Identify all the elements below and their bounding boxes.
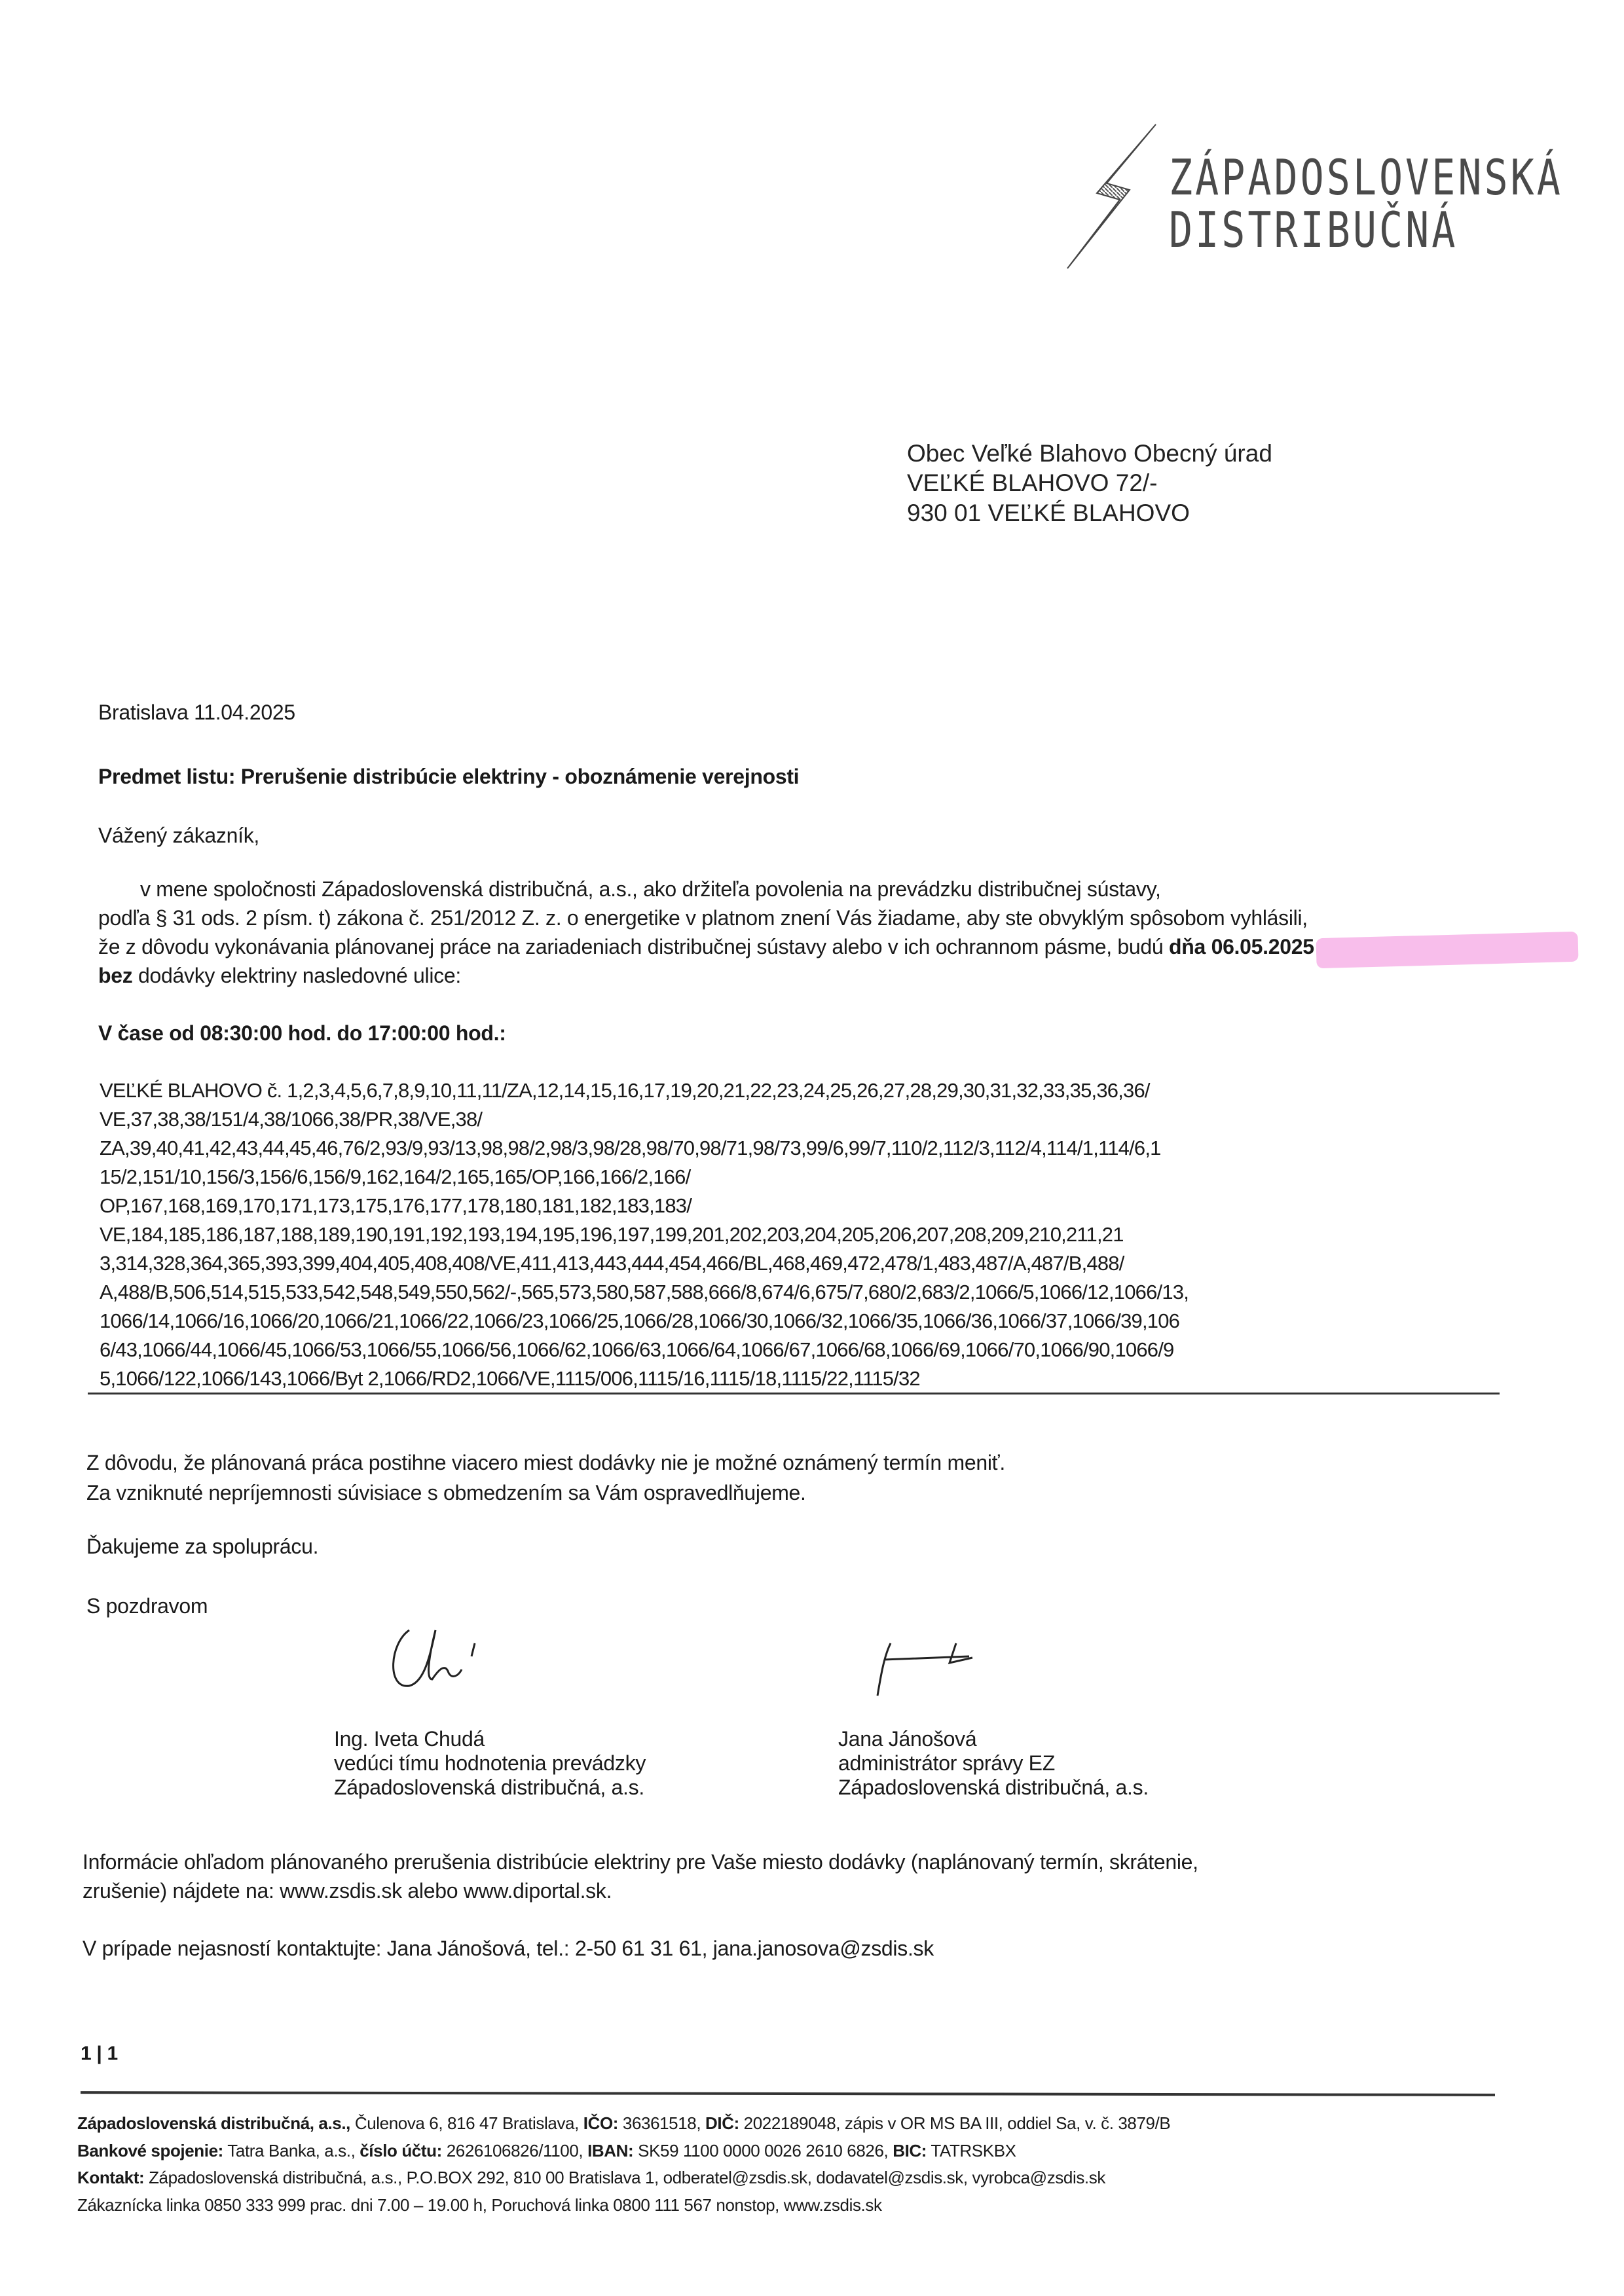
contact-line: V prípade nejasností kontaktujte: Jana Jánošová, tel.: 2-50 61 31 61, jana.janosova@zsdis.sk	[83, 1937, 934, 1960]
footer-line2	[77, 2141, 1016, 2161]
paragraph-text: dodávky elektriny nasledovné ulice:	[132, 964, 461, 987]
footer-text: Západoslovenská distribučná, a.s., P.O.BOX 292, 810 00 Bratislava 1, odberatel@zsdis.sk, dodavatel@zsdis.sk, vyrobca@zsdis.sk	[144, 2168, 1105, 2187]
bez-word: bez	[98, 964, 133, 987]
footer-text: Tatra Banka, a.s.,	[223, 2141, 360, 2160]
footer-text: Čulenova 6, 816 47 Bratislava,	[350, 2113, 583, 2133]
recipient-line1: Obec Veľké Blahovo Obecný úrad	[907, 440, 1272, 467]
address-line: VE,184,185,186,187,188,189,190,191,192,193,194,195,196,197,199,201,202,203,204,205,206,207,208,209,210,211,21	[100, 1223, 1124, 1246]
signature-left	[383, 1617, 501, 1702]
signatory-company: Západoslovenská distribučná, a.s.	[838, 1776, 1149, 1799]
footer-bold: IBAN:	[587, 2141, 634, 2160]
footer-divider	[81, 2091, 1495, 2096]
recipient-line3: 930 01 VEĽKÉ BLAHOVO	[907, 500, 1190, 526]
address-line: VEĽKÉ BLAHOVO č. 1,2,3,4,5,6,7,8,9,10,11,11/ZA,12,14,15,16,17,19,20,21,22,23,24,25,26,27,28,29,30,31,32,33,35,36,36/	[100, 1079, 1150, 1102]
footer-bold: Bankové spojenie:	[77, 2141, 223, 2160]
logo-line1: ZÁPADOSLOVENSKÁ	[1169, 149, 1563, 207]
address-line: OP,167,168,169,170,171,173,175,176,177,178,180,181,182,183,183/	[100, 1194, 692, 1217]
footer-line3	[77, 2168, 1105, 2188]
highlighter-mark	[1316, 932, 1578, 968]
footer-bold: BIC:	[893, 2141, 927, 2160]
address-line: ZA,39,40,41,42,43,44,45,46,76/2,93/9,93/13,98,98/2,98/3,98/28,98/70,98/71,98/73,99/6,99/7,110/2,112/3,112/4,114/1,114/6,1	[100, 1137, 1161, 1159]
page-number: 1 | 1	[81, 2043, 118, 2064]
recipient-line2: VEĽKÉ BLAHOVO 72/-	[907, 469, 1158, 496]
info-line2: zrušenie) nájdete na: www.zsdis.sk alebo www.diportal.sk.	[83, 1879, 612, 1903]
paragraph-line2: podľa § 31 ods. 2 písm. t) zákona č. 251/2012 Z. z. o energetike v platnom znení Vás žiadame, aby ste obvyklým spôsobom vyhlásili,	[98, 906, 1308, 930]
signatory-name: Ing. Iveta Chudá	[334, 1727, 485, 1751]
lightning-bolt-icon	[1058, 121, 1169, 272]
address-line: 6/43,1066/44,1066/45,1066/53,1066/55,1066/56,1066/62,1066/63,1066/64,1066/67,1066/68,1066/69,1066/70,1066/90,1066/9	[100, 1338, 1174, 1361]
regards: S pozdravom	[86, 1594, 208, 1618]
signatory-company: Západoslovenská distribučná, a.s.	[334, 1776, 644, 1799]
signatory-2	[838, 1727, 1149, 1800]
outage-time: V čase od 08:30:00 hod. do 17:00:00 hod.:	[98, 1021, 506, 1045]
address-line: 3,314,328,364,365,393,399,404,405,408,408/VE,411,413,443,444,454,466/BL,468,469,472,478/1,483,487/A,487/B,488/	[100, 1252, 1124, 1275]
address-line: 5,1066/122,1066/143,1066/Byt 2,1066/RD2,1066/VE,1115/006,1115/16,1115/18,1115/22,1115/32	[100, 1367, 920, 1390]
logo-line2: DISTRIBUČNÁ	[1169, 202, 1458, 259]
footer-bold: DIČ:	[705, 2113, 739, 2133]
outage-date: dňa 06.05.2025	[1168, 935, 1314, 958]
thanks: Ďakujeme za spoluprácu.	[86, 1535, 319, 1558]
paragraph-text: že z dôvodu vykonávania plánovanej práce na zariadeniach distribučnej sústavy alebo v ich ochrannom pásme, budú	[98, 935, 1169, 958]
signatory-role: administrátor správy EZ	[838, 1751, 1055, 1775]
address-line: VE,37,38,38/151/4,38/1066,38/PR,38/VE,38/	[100, 1108, 483, 1131]
signature-right	[858, 1630, 989, 1702]
footer-bold: IČO:	[583, 2113, 619, 2133]
footer-text: SK59 1100 0000 0026 2610 6826,	[633, 2141, 893, 2160]
paragraph-line4	[98, 964, 461, 988]
footer-bold: Západoslovenská distribučná, a.s.,	[77, 2113, 350, 2133]
address-line: 15/2,151/10,156/3,156/6,156/9,162,164/2,165,165/OP,166,166/2,166/	[100, 1165, 691, 1188]
letter-subject: Predmet listu: Prerušenie distribúcie elektriny - oboznámenie verejnosti	[98, 765, 800, 788]
paragraph-line1: v mene spoločnosti Západoslovenská distribučná, a.s., ako držiteľa povolenia na prevádzku distribučnej sústavy,	[140, 877, 1161, 901]
letter-date: Bratislava 11.04.2025	[98, 701, 295, 724]
paragraph-line3	[98, 935, 1314, 959]
address-line: A,488/B,506,514,515,533,542,548,549,550,562/-,565,573,580,587,588,666/8,674/6,675/7,680/2,683/2,1066/5,1066/12,1066/13,	[100, 1281, 1189, 1303]
signatory-1	[334, 1727, 646, 1800]
divider	[88, 1393, 1500, 1394]
closing-line1: Z dôvodu, že plánovaná práca postihne viacero miest dodávky nie je možné oznámený termín meniť.	[86, 1451, 1005, 1474]
footer-bold: číslo účtu:	[360, 2141, 442, 2160]
greeting: Vážený zákazník,	[98, 824, 259, 847]
footer-text: 2626106826/1100,	[441, 2141, 588, 2160]
signatory-name: Jana Jánošová	[838, 1727, 977, 1751]
footer-line1	[77, 2113, 1170, 2134]
signatory-role: vedúci tímu hodnotenia prevádzky	[334, 1751, 646, 1775]
footer-text: 2022189048, zápis v OR MS BA III, oddiel Sa, v. č. 3879/B	[739, 2113, 1171, 2133]
footer-bold: Kontakt:	[77, 2168, 145, 2187]
closing-line2: Za vzniknuté nepríjemnosti súvisiace s obmedzením sa Vám ospravedlňujeme.	[86, 1481, 806, 1504]
footer-text: TATRSKBX	[927, 2141, 1016, 2160]
info-line1: Informácie ohľadom plánovaného prerušenia distribúcie elektriny pre Vaše miesto dodávky (naplánovaný termín, skrátenie,	[83, 1850, 1198, 1874]
footer-line4: Zákaznícka linka 0850 333 999 prac. dni 7.00 – 19.00 h, Poruchová linka 0800 111 567 nonstop, www.zsdis.sk	[77, 2195, 882, 2215]
footer-text: 36361518,	[618, 2113, 706, 2133]
address-line: 1066/14,1066/16,1066/20,1066/21,1066/22,1066/23,1066/25,1066/28,1066/30,1066/32,1066/35,1066/36,1066/37,1066/39,106	[100, 1309, 1180, 1332]
address-list	[100, 1076, 1189, 1393]
